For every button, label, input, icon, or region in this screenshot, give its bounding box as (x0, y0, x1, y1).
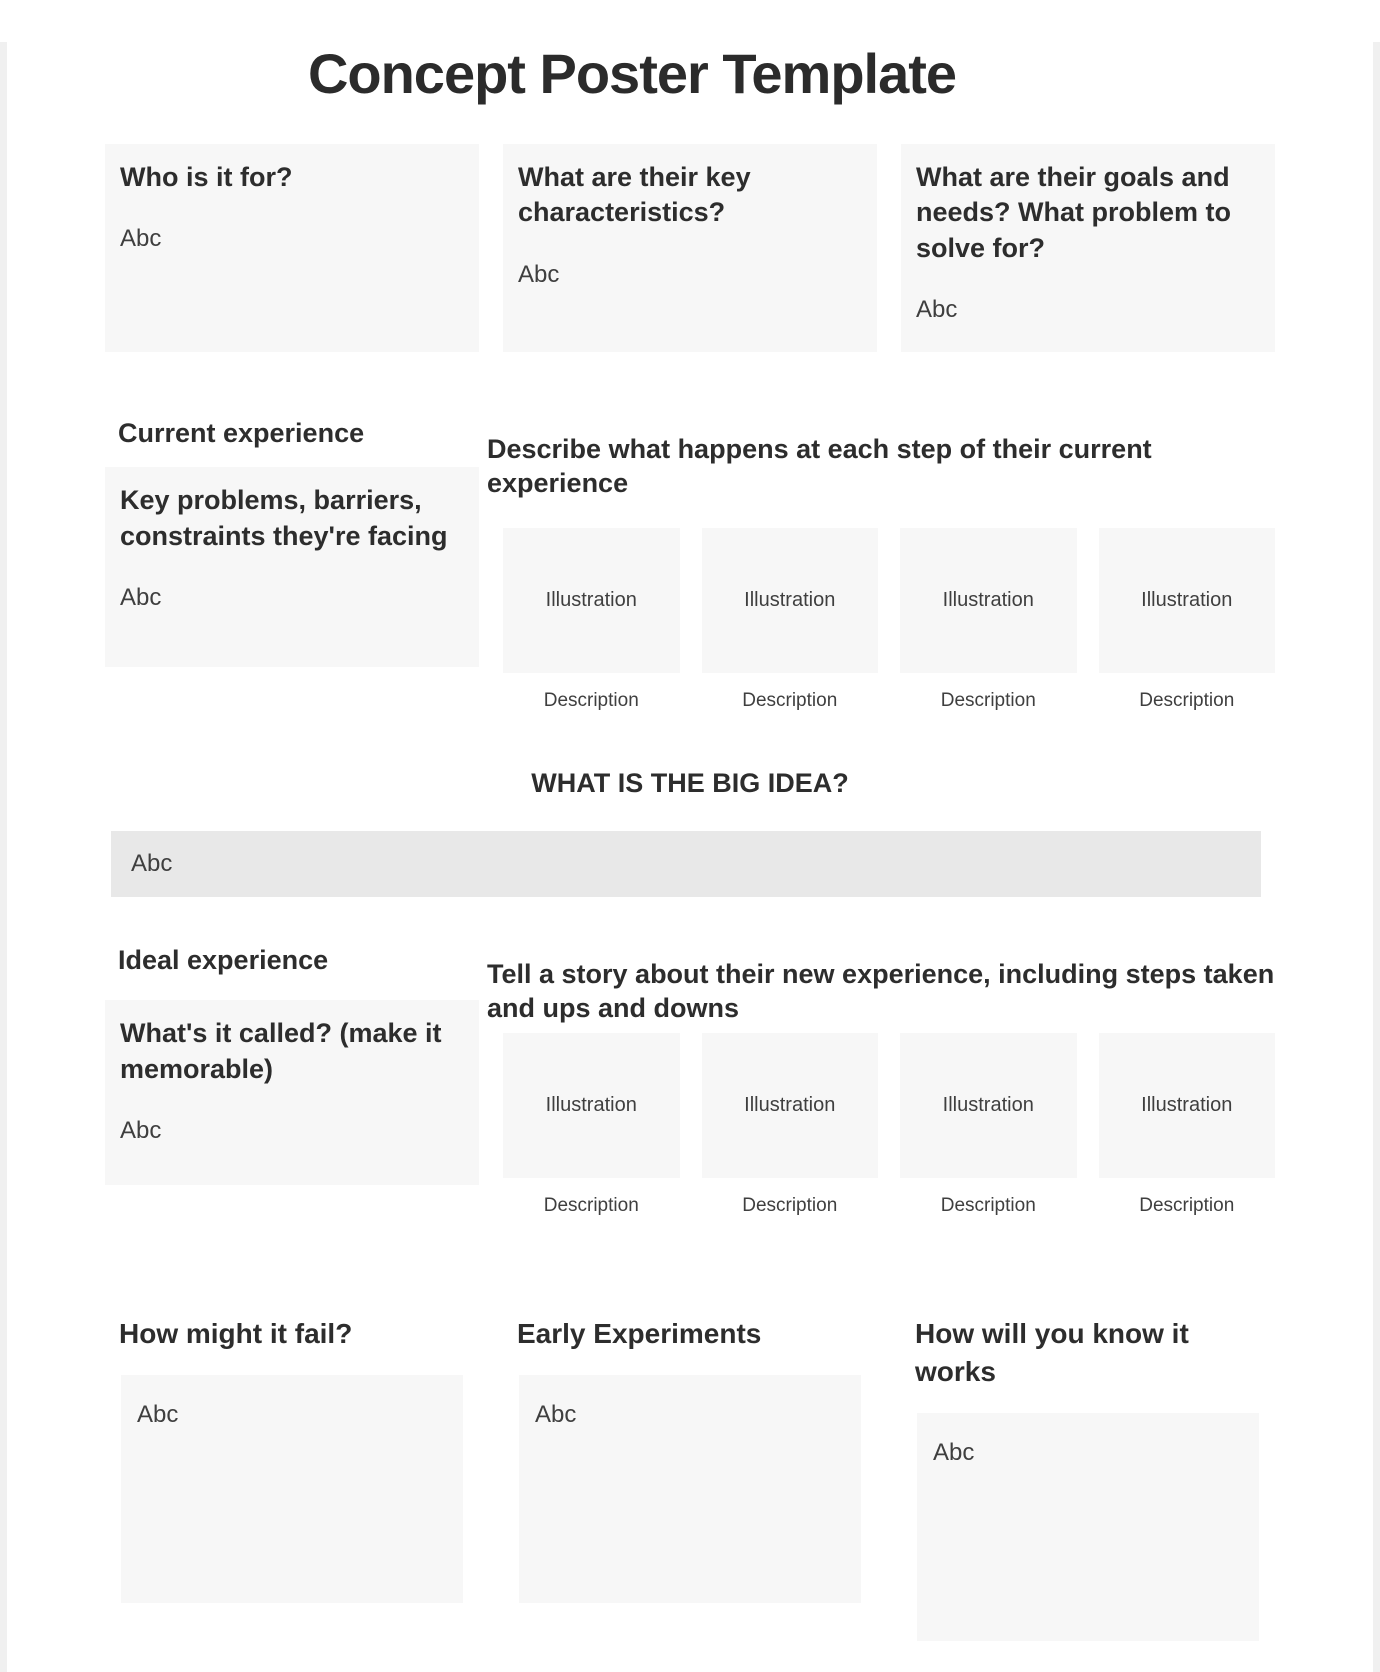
current-step-2 (702, 528, 879, 712)
current-steps-heading: Describe what happens at each step of their current experience (487, 434, 1152, 499)
current-step-2-illustration[interactable]: Illustration (702, 528, 879, 673)
ideal-experience-heading: Ideal experience (118, 945, 329, 976)
current-step-3 (900, 528, 1077, 712)
big-idea-section (105, 766, 1275, 897)
goals-needs-placeholder[interactable]: Abc (916, 295, 958, 323)
current-experience-right-column (487, 416, 1275, 712)
current-step-4 (1099, 528, 1276, 712)
how-will-you-know-heading: How will you know it works (915, 1318, 1189, 1388)
key-problems-box[interactable] (105, 467, 479, 667)
ideal-experience-section (105, 943, 1275, 1217)
current-step-3-description[interactable]: Description (940, 690, 1036, 712)
goals-needs-box[interactable] (901, 144, 1275, 352)
audience-row (105, 144, 1275, 352)
ideal-experience-right-column (487, 943, 1275, 1217)
how-might-it-fail-column (105, 1315, 479, 1641)
ideal-steps-heading: Tell a story about their new experience, including steps taken and ups and downs (487, 959, 1275, 1024)
current-step-4-description[interactable]: Description (1139, 690, 1235, 712)
who-is-it-for-placeholder[interactable]: Abc (120, 225, 162, 253)
early-experiments-column (503, 1315, 877, 1641)
who-is-it-for-box[interactable] (105, 144, 479, 352)
ideal-step-3-description[interactable]: Description (940, 1195, 1036, 1217)
ideal-step-4 (1099, 1033, 1276, 1217)
ideal-step-1-illustration[interactable]: Illustration (503, 1033, 680, 1178)
key-characteristics-box[interactable] (503, 144, 877, 352)
current-step-3-illustration[interactable]: Illustration (900, 528, 1077, 673)
page-edge-left (0, 42, 7, 1672)
current-step-1 (503, 528, 680, 712)
ideal-step-3 (900, 1033, 1077, 1217)
ideal-step-3-illustration[interactable]: Illustration (900, 1033, 1077, 1178)
current-experience-heading: Current experience (118, 418, 365, 449)
ideal-step-4-description[interactable]: Description (1139, 1195, 1235, 1217)
current-step-1-illustration[interactable]: Illustration (503, 528, 680, 673)
early-experiments-box[interactable] (519, 1375, 861, 1603)
ideal-experience-left-column (105, 943, 479, 1217)
current-step-2-description[interactable]: Description (742, 690, 838, 712)
key-characteristics-placeholder[interactable]: Abc (518, 260, 560, 288)
early-experiments-placeholder[interactable]: Abc (535, 1401, 577, 1429)
whats-it-called-placeholder[interactable]: Abc (120, 1116, 162, 1144)
current-experience-section (105, 416, 1275, 712)
ideal-step-1 (503, 1033, 680, 1217)
key-characteristics-heading: What are their key characteristics? (518, 162, 751, 228)
key-problems-heading: Key problems, barriers, constraints they're facing (120, 485, 448, 551)
how-will-you-know-placeholder[interactable]: Abc (933, 1438, 975, 1466)
whats-it-called-heading: What's it called? (make it memorable) (120, 1018, 442, 1084)
poster-canvas (105, 42, 1275, 1641)
goals-needs-heading: What are their goals and needs? What problem to solve for? (916, 162, 1232, 263)
how-will-you-know-box[interactable] (917, 1413, 1259, 1641)
who-is-it-for-heading: Who is it for? (120, 162, 293, 193)
bottom-row (105, 1315, 1275, 1641)
how-might-it-fail-box[interactable] (121, 1375, 463, 1603)
early-experiments-heading: Early Experiments (517, 1318, 762, 1350)
key-problems-placeholder[interactable]: Abc (120, 583, 162, 611)
big-idea-box[interactable] (111, 831, 1261, 897)
current-steps-row (503, 528, 1275, 712)
current-step-1-description[interactable]: Description (543, 690, 639, 712)
big-idea-placeholder[interactable]: Abc (131, 849, 173, 877)
page-edge-right (1373, 42, 1380, 1672)
ideal-step-2-description[interactable]: Description (742, 1195, 838, 1217)
how-might-it-fail-heading: How might it fail? (119, 1318, 353, 1350)
whats-it-called-box[interactable] (105, 1000, 479, 1185)
page-title: Concept Poster Template (307, 42, 957, 105)
big-idea-heading: WHAT IS THE BIG IDEA? (531, 768, 849, 799)
ideal-step-2 (702, 1033, 879, 1217)
current-experience-left-column (105, 416, 479, 712)
current-step-4-illustration[interactable]: Illustration (1099, 528, 1276, 673)
ideal-step-4-illustration[interactable]: Illustration (1099, 1033, 1276, 1178)
ideal-steps-row (503, 1033, 1275, 1217)
ideal-step-2-illustration[interactable]: Illustration (702, 1033, 879, 1178)
how-will-you-know-column (901, 1315, 1275, 1641)
how-might-it-fail-placeholder[interactable]: Abc (137, 1401, 179, 1429)
ideal-step-1-description[interactable]: Description (543, 1195, 639, 1217)
